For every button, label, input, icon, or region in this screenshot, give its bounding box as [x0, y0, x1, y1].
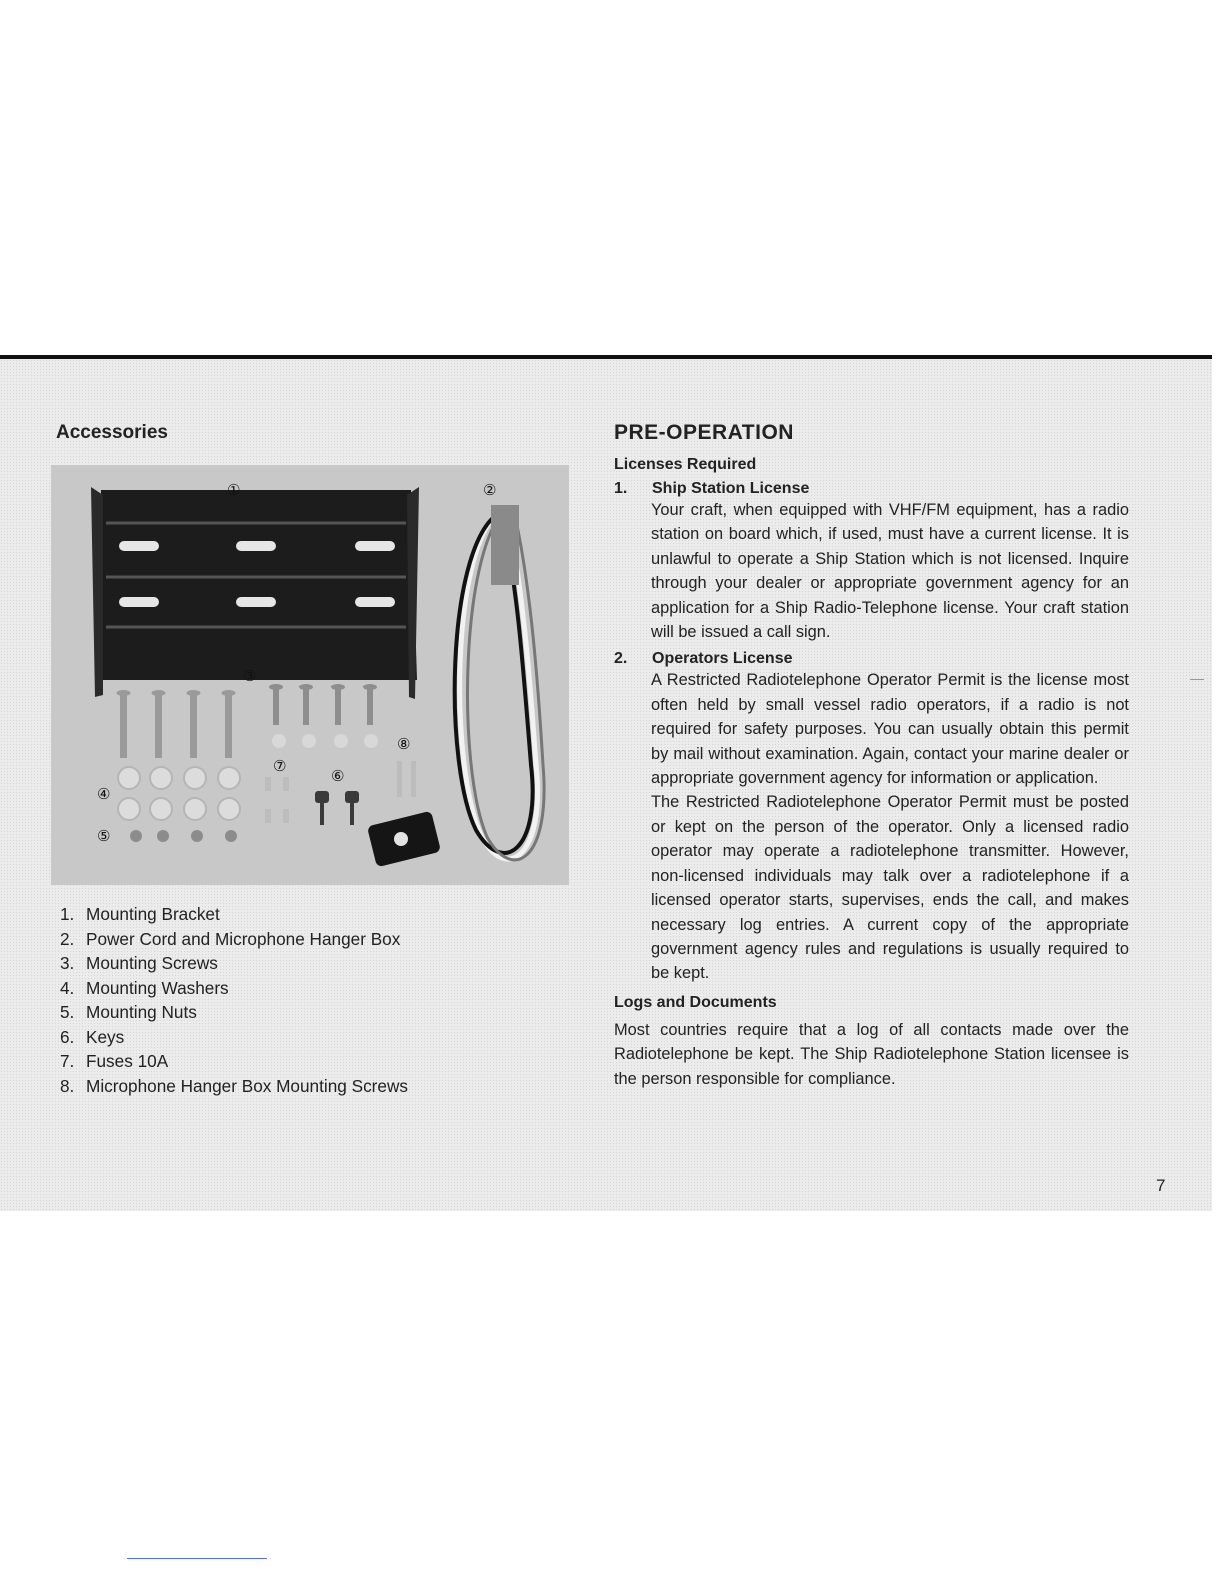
- list-item: 4. Mounting Washers: [60, 977, 229, 998]
- operators-license-text-2: The Restricted Radiotelephone Operator Permit must be posted or kept on the person of the operator. Only a licensed radio operator may operate a radiotelephone transmitter. However, non-licensed individuals may talk over a radiotelephone if a licensed operator starts, supervises, ends the call, and makes necessary log entries. A current copy of the appropriate government agency rules and regulations is usually required to be kept.: [651, 793, 1129, 983]
- list-item: 2. Power Cord and Microphone Hanger Box: [60, 928, 401, 949]
- accessory-list: [60, 902, 408, 1098]
- callout-5: ⑤: [97, 827, 111, 845]
- callout-8: ⑧: [397, 735, 411, 753]
- pre-operation-section: [614, 421, 1129, 1091]
- list-item: 3. Mounting Screws: [60, 953, 218, 973]
- callout-1: ①: [227, 481, 241, 499]
- ship-station-license-title: 1. Ship Station License: [614, 480, 810, 497]
- callout-6: ⑥: [331, 767, 345, 785]
- operators-license-title: 2. Operators License: [614, 650, 793, 668]
- pre-operation-heading: PRE-OPERATION: [614, 421, 794, 444]
- callout-2: ②: [483, 481, 497, 499]
- list-item: 6. Keys: [60, 1026, 125, 1047]
- list-item: 5. Mounting Nuts: [60, 1002, 197, 1022]
- logs-documents-text: Most countries require that a log of all contacts made over the Radiotelephone be kept. The Ship Radiotelephone Station licensee is the person responsible for compliance.: [614, 1020, 1129, 1088]
- callout-4: ④: [97, 785, 111, 803]
- callout-3: ③: [243, 667, 257, 685]
- accessories-heading: Accessories: [56, 422, 168, 443]
- licenses-required-heading: Licenses Required: [614, 456, 757, 473]
- accessories-photo: [51, 465, 569, 885]
- list-item: 7. Fuses 10A: [60, 1051, 169, 1071]
- bottom-underline: [127, 1558, 267, 1559]
- accessories-photo-drawing: [51, 465, 569, 885]
- stray-mark: [1190, 679, 1204, 680]
- list-item: 8. Microphone Hanger Box Mounting Screws: [60, 1075, 408, 1096]
- operators-license-text: A Restricted Radiotelephone Operator Permit is the license most often held by small vessel radio operators, if a radio is not required for safety purposes. You can usually obtain this permit by mail without examination. Again, contact your marine dealer or appropriate government agency for information or application.: [651, 671, 1129, 788]
- page-number: 7: [1156, 1176, 1166, 1195]
- logs-documents-heading: Logs and Documents: [614, 993, 777, 1011]
- list-item: 1. Mounting Bracket: [60, 904, 220, 924]
- ship-station-license-text: Your craft, when equipped with VHF/FM equipment, has a radio station on board which, if used, must have a current license. It is unlawful to operate a Ship Station which is not licensed. Inquire through your dealer or appropriate government agency for an application for a Ship Radio-Telephone license. Your craft station will be issued a call sign.: [651, 501, 1129, 642]
- callout-7: ⑦: [273, 757, 287, 775]
